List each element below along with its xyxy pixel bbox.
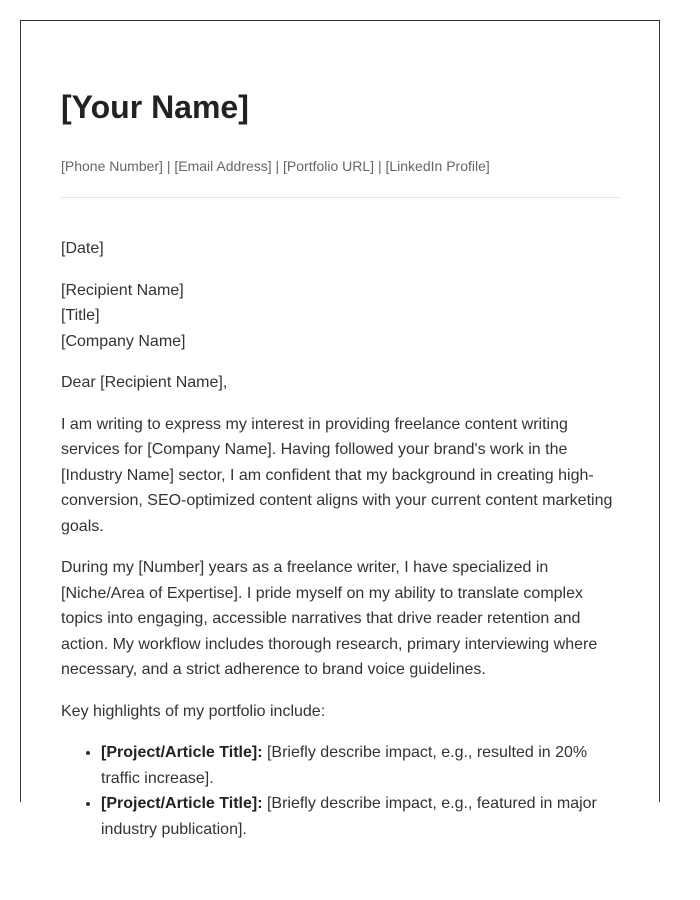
- highlight-text: [Briefly describe impact, e.g., featured in major industry publication].: [101, 795, 597, 838]
- highlight-text: [Briefly describe impact, e.g., resulted in 20% traffic increase].: [101, 744, 588, 787]
- salutation: Dear [Recipient Name],: [61, 374, 228, 391]
- recipient-company: [Company Name]: [61, 332, 186, 350]
- recipient-block: [61, 278, 621, 355]
- letter-page: [20, 20, 660, 838]
- contact-line: [Phone Number] | [Email Address] | [Portfolio URL] | [LinkedIn Profile]: [61, 158, 490, 174]
- highlight-title: [Project/Article Title]:: [101, 744, 263, 761]
- date: [Date]: [61, 240, 104, 257]
- recipient-name: [Recipient Name]: [61, 281, 184, 299]
- highlights-list: [61, 740, 621, 842]
- letter-body: [61, 236, 621, 842]
- sender-name: [Your Name]: [61, 89, 249, 125]
- list-item: [101, 740, 621, 791]
- header-divider: [61, 197, 621, 198]
- paragraph-experience: During my [Number] years as a freelance writer, I have specialized in [Niche/Area of Expertise]. I pride myself on my ability to translate complex topics into engaging, accessible narratives that drive reader retention and action. My workflow includes thorough research, primary interviewing where necessary, and a strict adherence to brand voice guidelines.: [61, 559, 598, 678]
- paragraph-intro: I am writing to express my interest in providing freelance content writing services for [Company Name]. Having followed your brand's work in the [Industry Name] sector, I am confident that my background in creating high-conversion, SEO-optimized content aligns with your current content marketing goals.: [61, 415, 613, 535]
- highlight-title: [Project/Article Title]:: [101, 795, 263, 812]
- highlights-intro: Key highlights of my portfolio include:: [61, 702, 326, 720]
- recipient-title: [Title]: [61, 307, 100, 324]
- list-item: [101, 791, 621, 842]
